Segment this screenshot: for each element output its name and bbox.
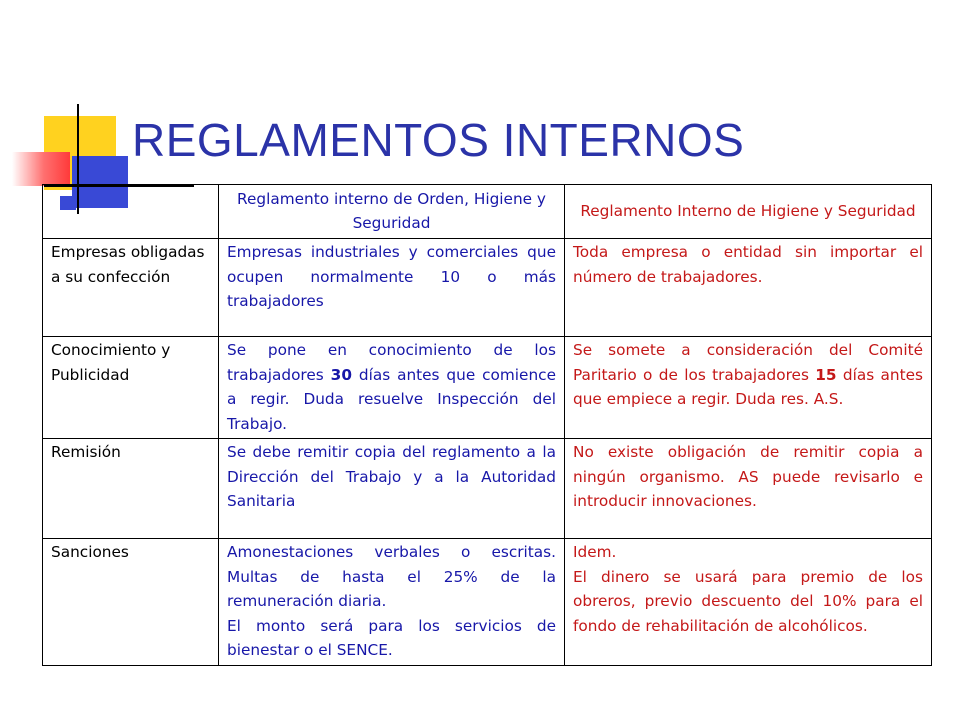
orden-conocimiento-text-a: Se pone en conocimiento de los trabajadores [227, 341, 556, 384]
table-row-empresas [43, 239, 932, 337]
orden-conocimiento-text-b: días antes que comience a regir. Duda resuelve Inspección del Trabajo. [227, 365, 556, 433]
header-reglamento-higiene: Reglamento Interno de Higiene y Seguridad [565, 185, 932, 239]
header-empty-cell [43, 185, 219, 239]
cell-higiene-conocimiento [565, 337, 932, 439]
row-label-remision: Remisión [43, 439, 219, 539]
cell-higiene-sanciones [565, 539, 932, 666]
orden-sanciones-paragraph-1: Amonestaciones verbales o escritas. Multas de hasta el 25% de la remuneración diaria. [227, 543, 556, 610]
higiene-days-number: 15 [815, 365, 837, 384]
higiene-sanciones-paragraph-2: El dinero se usará para premio de los obreros, previo descuento del 10% para el fondo de rehabilitación de alcohólicos. [573, 567, 923, 635]
row-label-empresas: Empresas obligadas a su confección [43, 239, 219, 337]
cell-orden-empresas: Empresas industriales y comerciales que ocupen normalmente 10 o más trabajadores [219, 239, 565, 337]
cell-orden-sanciones [219, 539, 565, 666]
slide-title: REGLAMENTOS INTERNOS [132, 114, 745, 166]
row-label-sanciones: Sanciones [43, 539, 219, 666]
higiene-conocimiento-text-a: Se somete a consideración del Comité Paritario o de los trabajadores [573, 341, 923, 384]
cell-orden-remision: Se debe remitir copia del reglamento a la Dirección del Trabajo y a la Autoridad Sanitaria [219, 439, 565, 539]
higiene-conocimiento-text-b: días antes que empiece a regir. Duda res. A.S. [573, 365, 923, 408]
cell-higiene-remision: No existe obligación de remitir copia a ningún organismo. AS puede revisarlo e introducir innovaciones. [565, 439, 932, 539]
header-reglamento-orden: Reglamento interno de Orden, Higiene y Seguridad [219, 185, 565, 239]
higiene-sanciones-paragraph-1: Idem. [573, 543, 617, 561]
orden-sanciones-paragraph-2: El monto será para los servicios de bienestar o el SENCE. [227, 616, 556, 659]
table-row-sanciones [43, 539, 932, 666]
orden-days-number: 30 [330, 365, 352, 384]
cell-higiene-empresas: Toda empresa o entidad sin importar el número de trabajadores. [565, 239, 932, 337]
table-row-conocimiento [43, 337, 932, 439]
comparison-table [42, 184, 932, 666]
row-label-conocimiento: Conocimiento y Publicidad [43, 337, 219, 439]
cell-orden-conocimiento [219, 337, 565, 439]
table-header-row [43, 185, 932, 239]
table-row-remision [43, 439, 932, 539]
decor-red-gradient-bar [12, 152, 70, 186]
